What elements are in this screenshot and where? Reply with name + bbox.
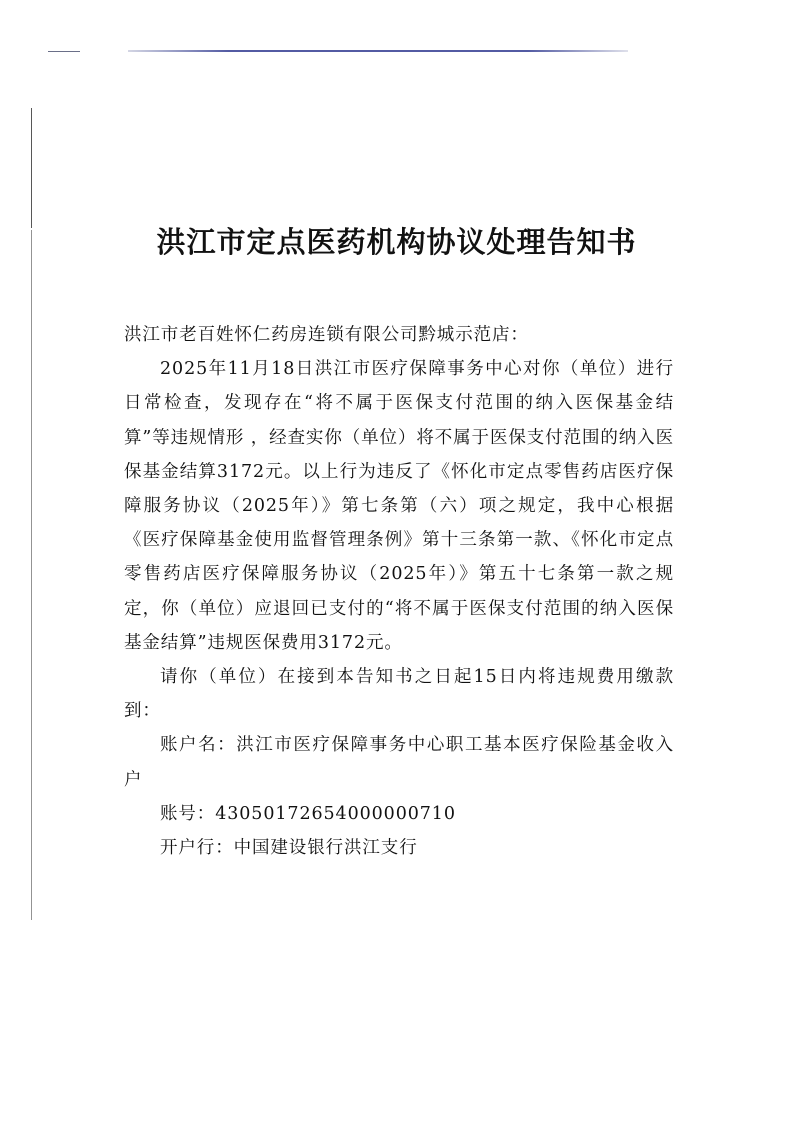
- document-body: [124, 318, 674, 865]
- inspection-paragraph: 2025年11月18日洪江市医疗保障事务中心对你（单位）进行日常检查，发现存在“将不属于医保支付范围的纳入医保基金结算”等违规情形 ，经查实你（单位）将不属于医保支付范围的纳入医保基金结算3172元。以上行为违反了《怀化市定点零售药店医疗保障服务协议（2025年）》第七条第（六）项之规定，我中心根据《医疗保障基金使用监督管理条例》第十三条第一款、《怀化市定点零售药店医疗保障服务协议（2025年）》第五十七条第一款之规定，你（单位）应退回已支付的“将不属于医保支付范围的纳入医保基金结算”违规医保费用3172元。: [124, 359, 674, 653]
- scan-artifact-line: [48, 51, 80, 52]
- bank-line: 开户行：中国建设银行洪江支行: [160, 838, 418, 859]
- payment-request-paragraph: 请你（单位）在接到本告知书之日起15日内将违规费用缴款到：: [124, 667, 674, 722]
- document-title: 洪江市定点医药机构协议处理告知书: [156, 225, 637, 259]
- account-number-line: 账号：43050172654000000710: [160, 803, 456, 824]
- account-name-line: 账户名：洪江市医疗保障事务中心职工基本医疗保险基金收入户: [124, 735, 674, 790]
- scan-edge-mark: [31, 108, 32, 228]
- scan-artifact-line: [128, 50, 628, 52]
- recipient-line: 洪江市老百姓怀仁药房连锁有限公司黔城示范店：: [124, 325, 529, 345]
- scan-edge-mark: [31, 230, 32, 920]
